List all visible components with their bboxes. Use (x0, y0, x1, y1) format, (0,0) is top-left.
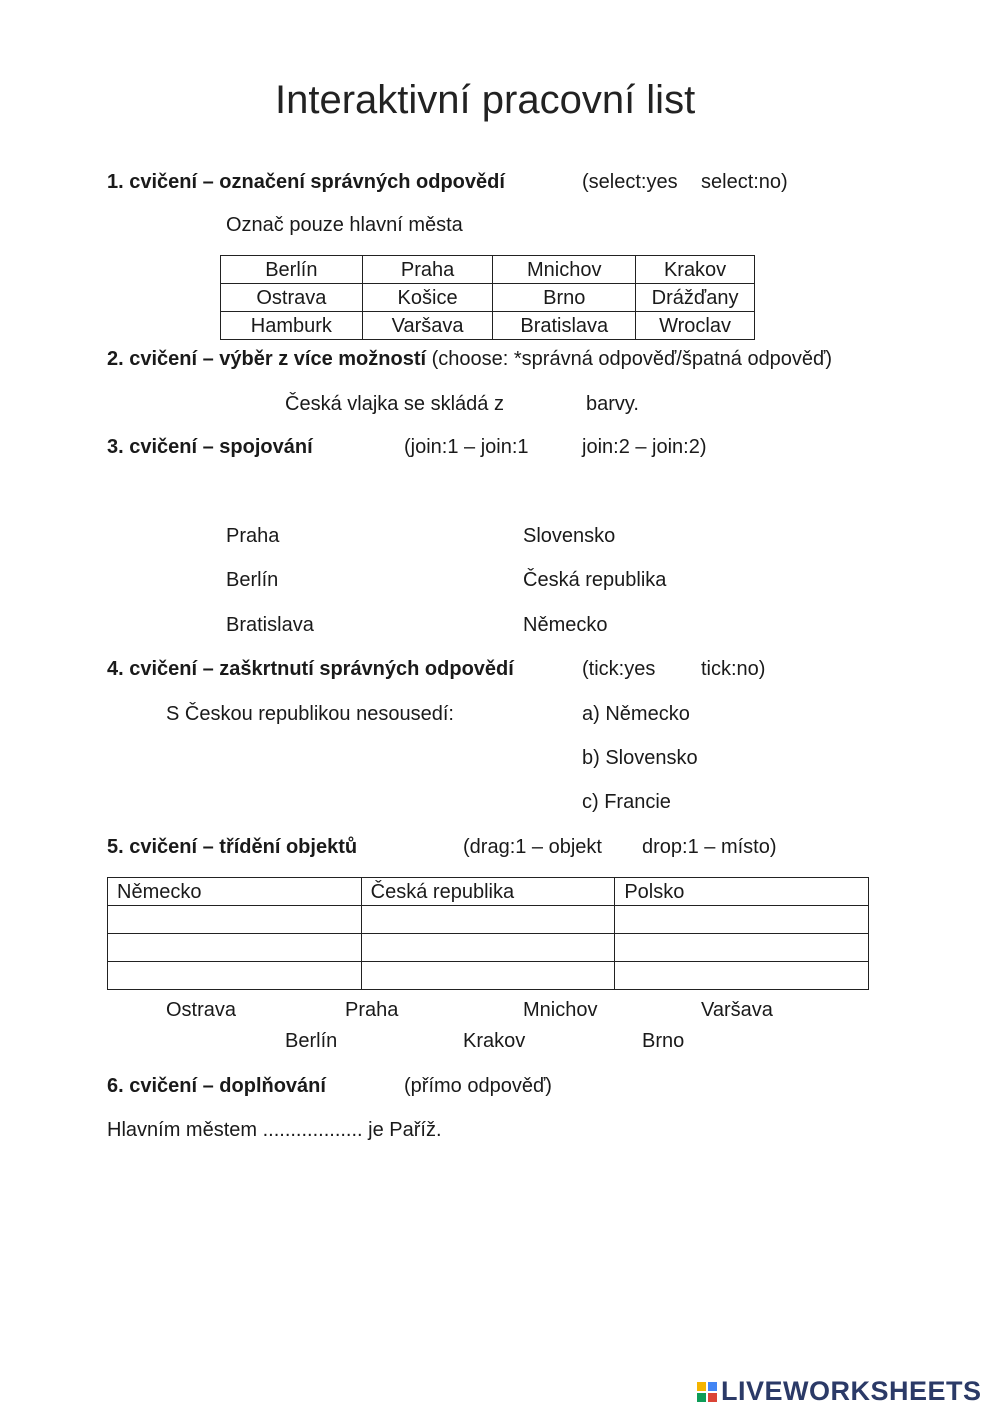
logo-icon (697, 1382, 717, 1402)
exercise-1-hint-yes: (select:yes (582, 171, 678, 193)
join-right-item[interactable]: Slovensko (523, 525, 616, 547)
exercise-6-sentence: Hlavním městem .................. je Paříž. (107, 1119, 442, 1141)
city-cell[interactable]: Drážďany (636, 284, 755, 312)
drop-zone[interactable] (108, 906, 362, 934)
sorting-row (108, 934, 869, 962)
drop-zone[interactable] (108, 962, 362, 990)
drag-item[interactable]: Mnichov (523, 999, 598, 1021)
exercise-1-heading: 1. cvičení – označení správných odpovědí (107, 171, 505, 193)
sorting-header-row (108, 878, 869, 906)
exercise-2-sentence-end: barvy. (586, 393, 639, 415)
logo-text: LIVEWORKSHEETS (721, 1376, 982, 1406)
join-left-item[interactable]: Bratislava (226, 614, 314, 636)
logo-square (697, 1393, 706, 1402)
drag-item[interactable]: Ostrava (166, 999, 237, 1021)
exercise-2-hint: (choose: *správná odpověď/špatná odpověď) (431, 348, 833, 370)
exercise-4-heading: 4. cvičení – zaškrtnutí správných odpovědí (107, 658, 514, 680)
join-left-item[interactable]: Berlín (226, 569, 279, 591)
sorting-column-header: Česká republika (361, 878, 615, 906)
city-cell[interactable]: Praha (362, 256, 493, 284)
exercise-4-hint-no: tick:no) (701, 658, 766, 680)
logo-square (697, 1382, 706, 1391)
capitals-row (221, 256, 755, 284)
exercise-2-sentence-start: Česká vlajka se skládá z (285, 393, 504, 415)
tick-option[interactable]: a) Německo (582, 703, 690, 725)
exercise-3-hint-1: (join:1 – join:1 (404, 436, 529, 458)
city-cell[interactable]: Košice (362, 284, 493, 312)
page-title: Interaktivní pracovní list (275, 78, 696, 122)
sorting-row (108, 962, 869, 990)
tick-option[interactable]: b) Slovensko (582, 747, 698, 769)
exercise-6-hint: (přímo odpověď) (404, 1075, 552, 1097)
drop-zone[interactable] (615, 934, 869, 962)
drop-zone[interactable] (361, 934, 615, 962)
city-cell[interactable]: Wroclav (636, 312, 755, 340)
exercise-3-hint-2: join:2 – join:2) (582, 436, 707, 458)
capitals-table (220, 255, 755, 340)
drop-zone[interactable] (108, 934, 362, 962)
join-right-item[interactable]: Česká republika (523, 569, 667, 591)
drag-item[interactable]: Brno (642, 1030, 685, 1052)
city-cell[interactable]: Berlín (221, 256, 363, 284)
sorting-row (108, 906, 869, 934)
city-cell[interactable]: Varšava (362, 312, 493, 340)
exercise-2-line (107, 349, 832, 369)
sorting-table (107, 877, 869, 990)
drag-item[interactable]: Krakov (463, 1030, 526, 1052)
exercise-1-instruction: Označ pouze hlavní města (226, 214, 463, 236)
tick-option[interactable]: c) Francie (582, 791, 671, 813)
city-cell[interactable]: Bratislava (493, 312, 636, 340)
sorting-column-header: Polsko (615, 878, 869, 906)
exercise-1-hint-no: select:no) (701, 171, 788, 193)
join-left-item[interactable]: Praha (226, 525, 280, 547)
drop-zone[interactable] (615, 906, 869, 934)
exercise-4-question: S Českou republikou nesousedí: (166, 703, 454, 725)
capitals-row (221, 312, 755, 340)
city-cell[interactable]: Mnichov (493, 256, 636, 284)
exercise-2-heading: 2. cvičení – výběr z více možností (107, 348, 427, 370)
sorting-column-header: Německo (108, 878, 362, 906)
city-cell[interactable]: Hamburk (221, 312, 363, 340)
drag-item[interactable]: Varšava (701, 999, 773, 1021)
drop-zone[interactable] (361, 962, 615, 990)
capitals-row (221, 284, 755, 312)
liveworksheets-logo (697, 1378, 982, 1405)
city-cell[interactable]: Krakov (636, 256, 755, 284)
exercise-5-hint-drag: (drag:1 – objekt (463, 836, 602, 858)
join-right-item[interactable]: Německo (523, 614, 608, 636)
drag-item[interactable]: Berlín (285, 1030, 338, 1052)
exercise-3-heading: 3. cvičení – spojování (107, 436, 313, 458)
logo-square (708, 1382, 717, 1391)
exercise-4-hint-yes: (tick:yes (582, 658, 656, 680)
exercise-6-heading: 6. cvičení – doplňování (107, 1075, 326, 1097)
drop-zone[interactable] (361, 906, 615, 934)
drag-item[interactable]: Praha (345, 999, 399, 1021)
city-cell[interactable]: Brno (493, 284, 636, 312)
drop-zone[interactable] (615, 962, 869, 990)
exercise-5-heading: 5. cvičení – třídění objektů (107, 836, 358, 858)
city-cell[interactable]: Ostrava (221, 284, 363, 312)
logo-square (708, 1393, 717, 1402)
exercise-5-hint-drop: drop:1 – místo) (642, 836, 777, 858)
